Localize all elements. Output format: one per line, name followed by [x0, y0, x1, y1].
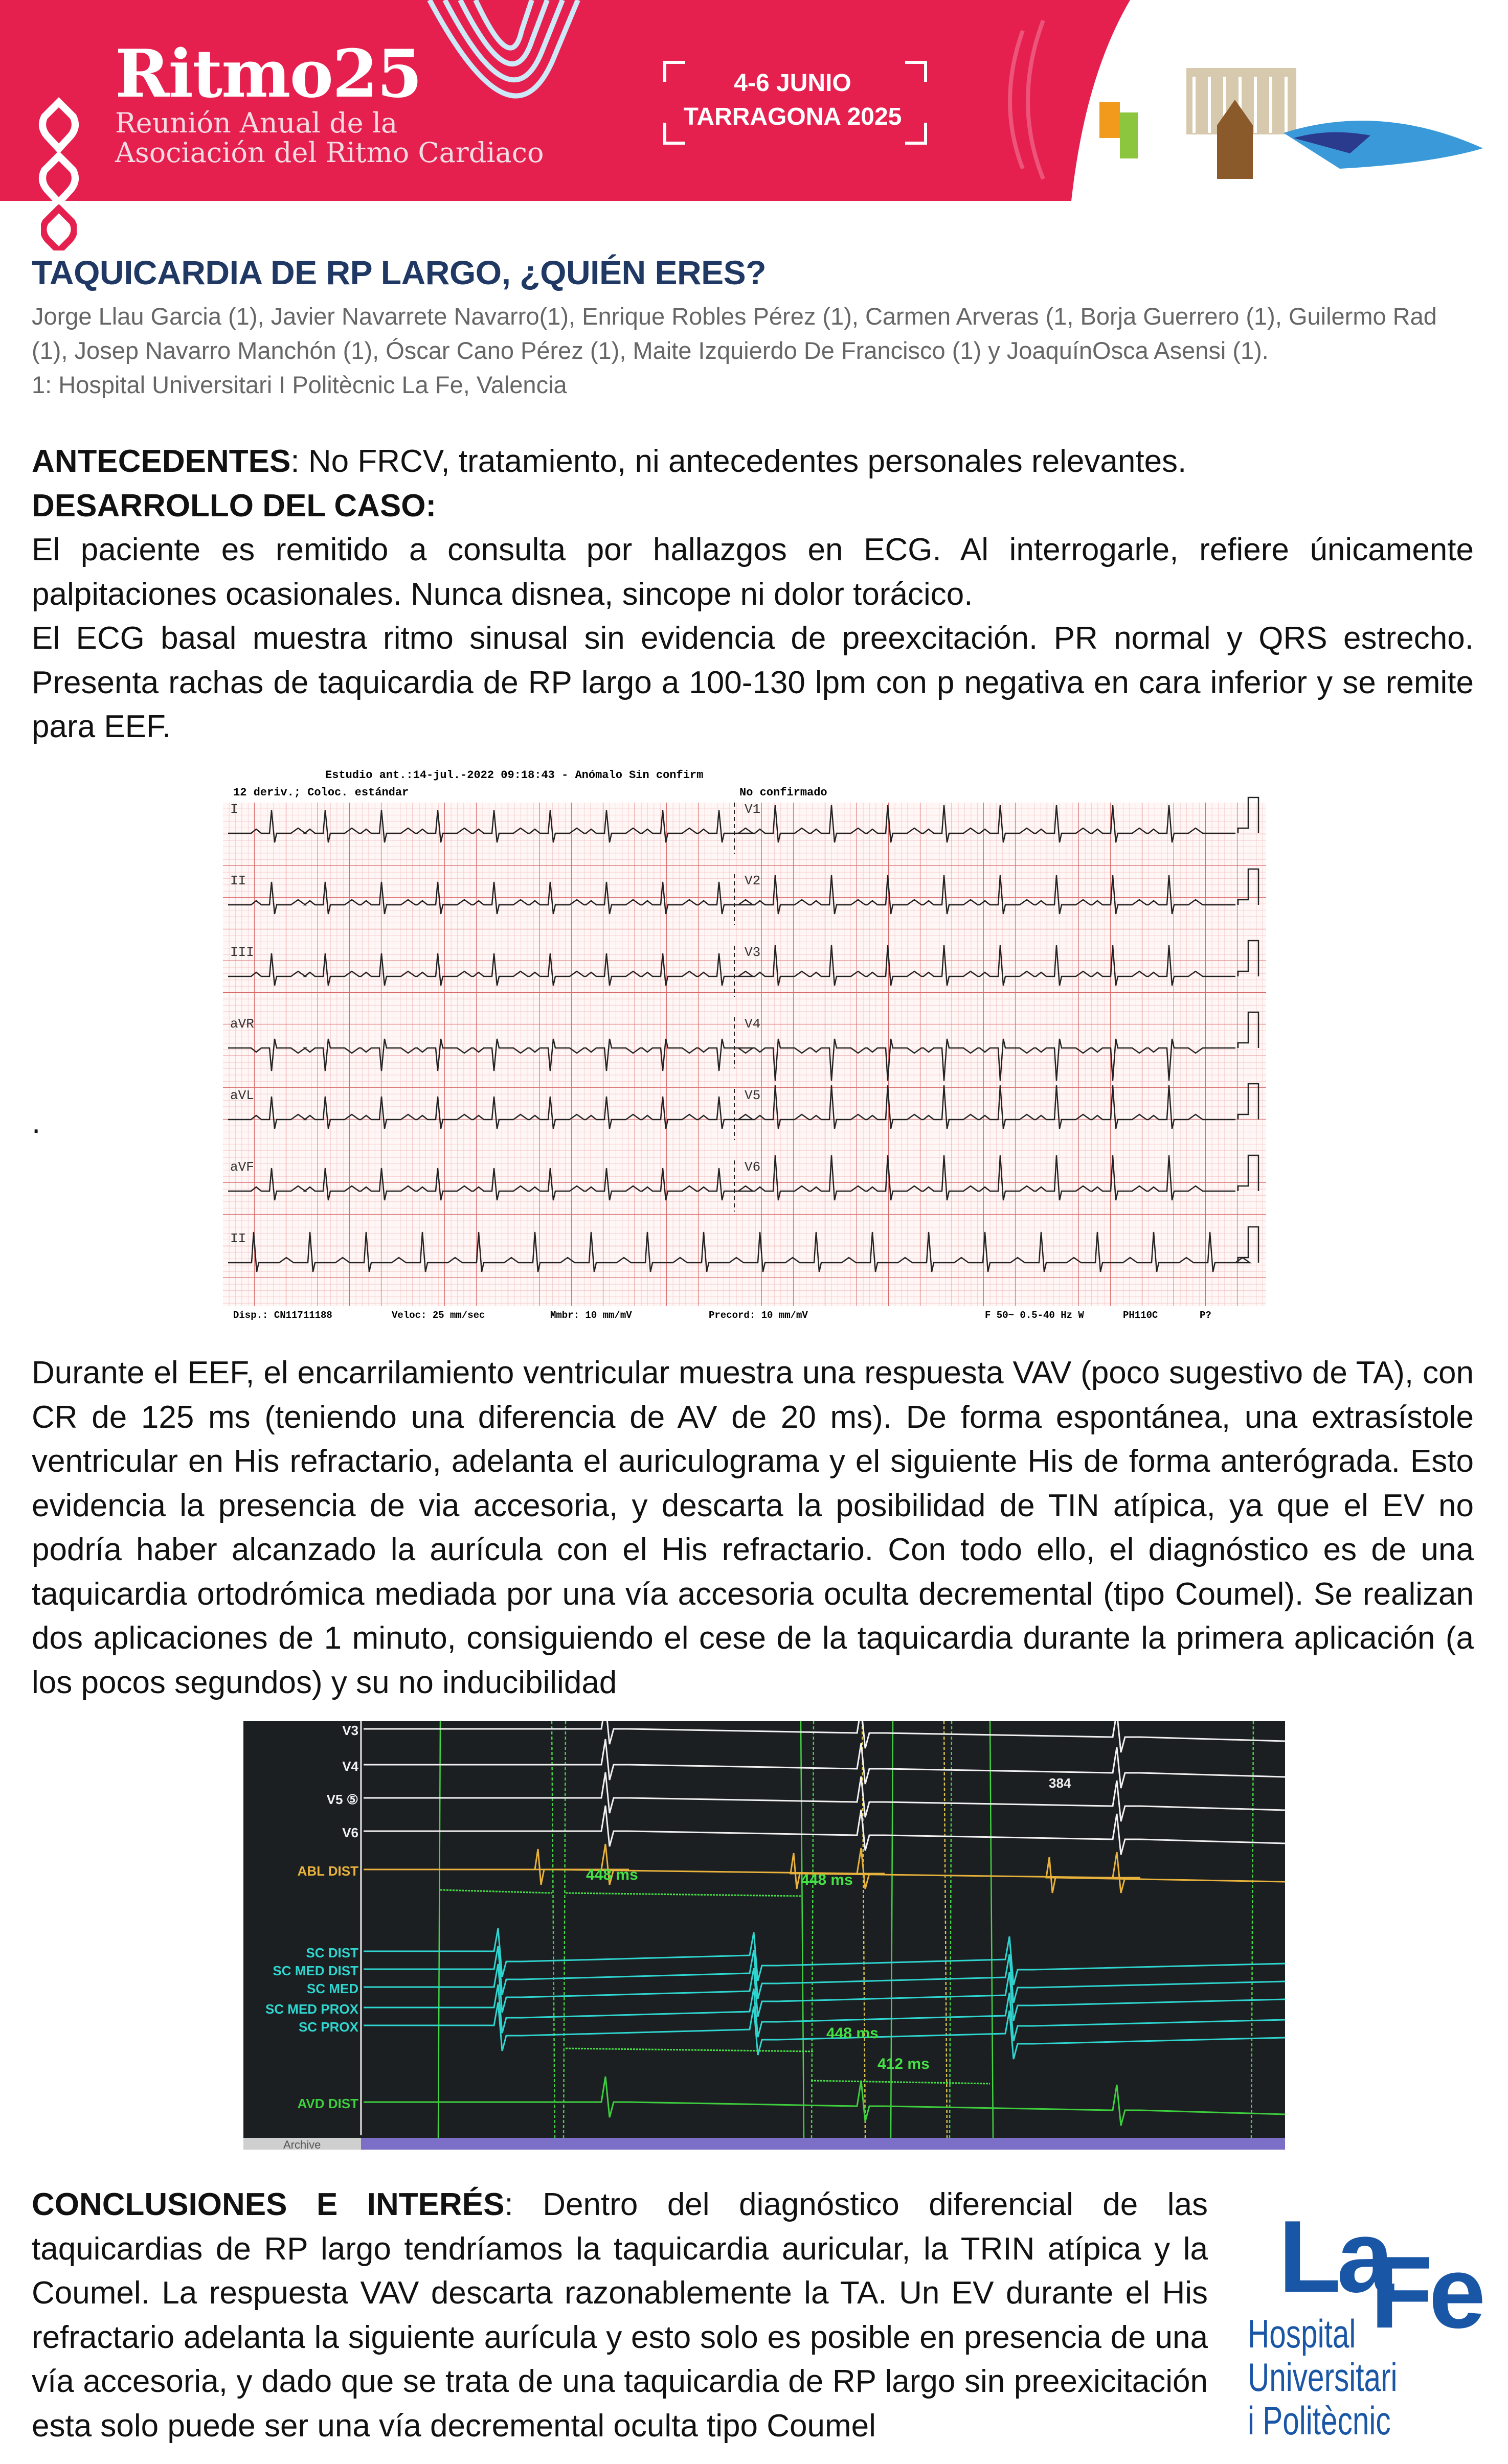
conclusions — [32, 2183, 1208, 2448]
poster-title: TAQUICARDIA DE RP LARGO, ¿QUIÉN ERES? — [32, 254, 767, 291]
desarrollo-paragraph-2: El ECG basal muestra ritmo sinusal sin evidencia de preexcitación. PR normal y QRS estrecho. Presenta rachas de taquicardia de RP largo a 100-130 lpm con p negativa en cara inferior y se remite para EEF. — [32, 621, 1474, 744]
case-section — [32, 440, 1474, 749]
ecg-footer-item: PH110C — [1123, 1310, 1158, 1320]
logo-hospital: Hospital — [1248, 2311, 1356, 2356]
conclusions-label: CONCLUSIONES E INTERÉS — [32, 2187, 505, 2222]
electrophysiology-tracing-image — [243, 1721, 1285, 2150]
place-text: TARRAGONA 2025 — [683, 103, 902, 130]
lead-label: V3 — [745, 945, 761, 960]
channel-label: AVD DIST — [297, 2096, 358, 2111]
heart-icon — [41, 204, 77, 250]
channel-label: V3 — [342, 1723, 358, 1738]
ecg-footer-item: Disp.: CN11711188 — [233, 1310, 332, 1320]
archive-tab: Archive — [283, 2138, 321, 2150]
lead-label: V5 — [745, 1088, 761, 1103]
ecg-footer-item: Veloc: 25 mm/sec — [392, 1310, 485, 1320]
channel-label: ABL DIST — [297, 1863, 358, 1879]
lead-label: II — [230, 873, 246, 888]
interval-measurement: 448 ms — [826, 2025, 879, 2042]
channel-label: SC MED PROX — [265, 2001, 358, 2017]
brand-subtitle — [115, 108, 544, 168]
ecg-footer-item: P? — [1200, 1310, 1211, 1320]
lead-label: V4 — [745, 1016, 761, 1032]
ecg-header-study: Estudio ant.:14-jul.-2022 09:18:43 - Anómalo Sin confirm — [325, 769, 704, 782]
desarrollo-paragraph-1: El paciente es remitido a consulta por hallazgos en ECG. Al interrogarle, refiere únicamente palpitaciones ocasionales. Nunca disnea, sincope ni dolor torácico. — [32, 532, 1474, 612]
channel-label: SC MED DIST — [273, 1963, 358, 1978]
channel-label: SC MED — [306, 1981, 358, 1996]
logo-politecnic: i Politècnic — [1248, 2398, 1391, 2443]
interval-measurement: 412 ms — [877, 2056, 930, 2072]
ecg-footer-item: F 50~ 0.5-40 Hz W — [985, 1310, 1084, 1320]
separator-dot: . — [32, 1105, 41, 1140]
channel-label: V5 ⑤ — [326, 1792, 358, 1807]
desarrollo-heading: DESARROLLO DEL CASO: — [32, 488, 437, 523]
hospital-la-fe-logo — [1248, 2200, 1493, 2444]
lead-label: aVF — [230, 1159, 254, 1175]
ecg-12-lead-image — [223, 767, 1266, 1320]
ecg-footer-item: Precord: 10 mm/mV — [709, 1310, 808, 1320]
subtitle-line-1: Reunión Anual de la — [115, 107, 398, 139]
interval-measurement: 448 ms — [801, 1872, 853, 1888]
channel-label: V6 — [342, 1825, 358, 1840]
affiliation: 1: Hospital Universitari I Politècnic La Fe, Valencia — [32, 371, 567, 398]
date-text: 4-6 JUNIO — [734, 70, 851, 97]
lead-label: I — [230, 802, 238, 817]
logo-la: La — [1278, 2200, 1390, 2314]
ecg-header-status: No confirmado — [739, 786, 827, 799]
lead-label: II — [230, 1231, 246, 1246]
desarrollo-label — [32, 484, 1474, 529]
channel-label: SC DIST — [306, 1945, 358, 1960]
authors — [32, 299, 1479, 402]
lead-label: aVL — [230, 1088, 254, 1103]
antecedentes-text: : No FRCV, tratamiento, ni antecedentes personales relevantes. — [290, 444, 1187, 479]
lead-label: V2 — [745, 873, 761, 888]
marker-value: 384 — [1049, 1775, 1071, 1791]
lead-label: V1 — [745, 802, 761, 817]
channel-label: V4 — [342, 1759, 358, 1774]
interval-measurement: 448 ms — [586, 1866, 638, 1883]
lead-label: V6 — [745, 1159, 761, 1175]
channel-label: SC PROX — [298, 2019, 358, 2035]
logo-universitari: Universitari — [1248, 2355, 1398, 2400]
conclusions-text: : Dentro del diagnóstico diferencial de las taquicardias de RP largo tendríamos la taquicardia auricular, la TRIN atípica y la Coumel. La respuesta VAV descarta razonablemente la TA. Un EV durante el His refractario adelanta la siguiente aurícula y esto solo es posible en presencia de una vía accesoria, y dado que se trata de una taquicardia de RP largo sin preexicitación esta solo puede ser una vía decremental oculta tipo Coumel — [32, 2187, 1208, 2444]
ecg-footer-item: Mmbr: 10 mm/mV — [550, 1310, 632, 1320]
conference-header — [0, 0, 1508, 204]
logo-fe: Fe — [1370, 2235, 1482, 2349]
brand-title: Ritmo25 — [115, 36, 422, 112]
ecg-header-leads: 12 deriv.; Coloc. estándar — [233, 786, 409, 799]
subtitle-line-2: Asociación del Ritmo Cardiaco — [115, 136, 544, 169]
lead-label: III — [230, 945, 254, 960]
event-date — [660, 66, 926, 134]
antecedentes-label: ANTECEDENTES — [32, 444, 291, 479]
author-list: Jorge Llau Garcia (1), Javier Navarrete Navarro(1), Enrique Robles Pérez (1), Carmen Arveras (1, Borja Guerrero (1), Guilermo Rad (1), Josep Navarro Manchón (1), Óscar Cano Pérez (1), Maite Izquierdo De Francisco (1) y JoaquínOsca Asensi (1). — [32, 303, 1437, 364]
antecedentes — [32, 440, 1474, 484]
lead-label: aVR — [230, 1016, 254, 1032]
eef-paragraph: Durante el EEF, el encarrilamiento ventricular muestra una respuesta VAV (poco sugestivo de TA), con CR de 125 ms (teniendo una diferencia de AV de 20 ms). De forma espontánea, una extrasístole ventricular en His refractario, adelanta el auriculograma y el siguiente His de forma anterógrada. Esto evidencia la presencia de via accesoria, y descarta la posibilidad de TIN atípica, ya que el EV no podría haber alcanzado la aurícula con el His refractario. Con todo ello, el diagnóstico es de una taquicardia ortodrómica mediada por una vía accesoria oculta decremental (tipo Coumel). Se realizan dos aplicaciones de 1 minuto, consiguiendo el cese de la taquicardia durante la primera aplicación (a los pocos segundos) y su no inducibilidad — [32, 1355, 1474, 1700]
